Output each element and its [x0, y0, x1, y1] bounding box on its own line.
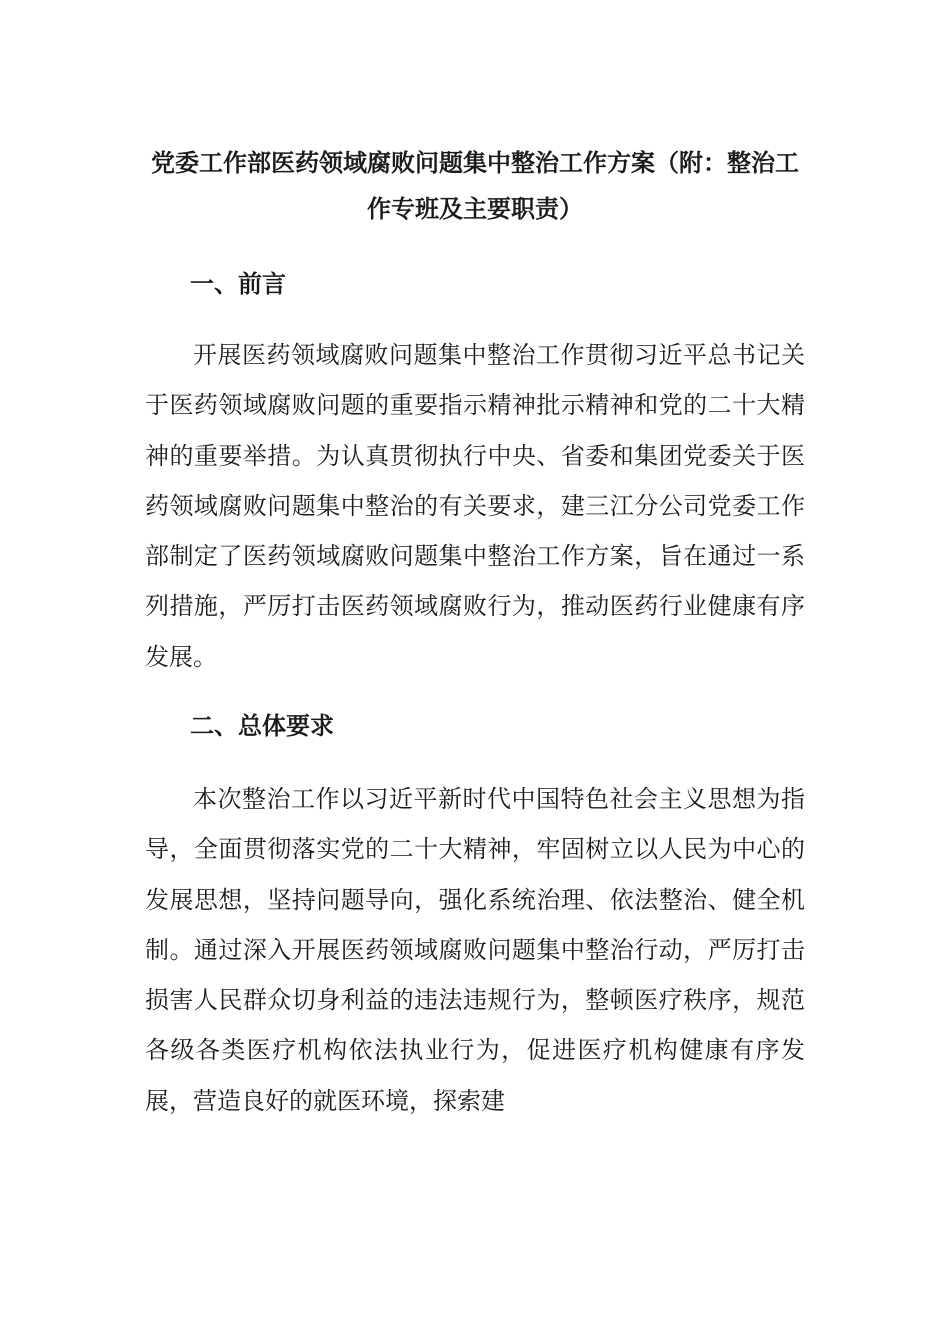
- section-heading-preface: 一、前言: [190, 270, 286, 298]
- section-paragraph-general-requirements: 本次整治工作以习近平新时代中国特色社会主义思想为指导，全面贯彻落实党的二十大精神，牢固树立以人民为中心的发展思想，坚持问题导向，强化系统治理、依法整治、健全机制。通过深入开展医药领域腐败问题集中整治行动，严厉打击损害人民群众切身利益的违法违规行为，整顿医疗秩序，规范各级各类医疗机构依法执业行为，促进医疗机构健康有序发展，营造良好的就医环境，探索建: [145, 785, 805, 1115]
- document-title: 党委工作部医药领域腐败问题集中整治工作方案（附：整治工作专班及主要职责）: [151, 149, 799, 223]
- section-paragraph-preface: 开展医药领域腐败问题集中整治工作贯彻习近平总书记关于医药领域腐败问题的重要指示精神批示精神和党的二十大精神的重要举措。为认真贯彻执行中央、省委和集团党委关于医药领域腐败问题集中整治的有关要求，建三江分公司党委工作部制定了医药领域腐败问题集中整治工作方案，旨在通过一系列措施，严厉打击医药领域腐败行为，推动医药行业健康有序发展。: [145, 341, 805, 671]
- section-heading-general-requirements: 二、总体要求: [190, 712, 334, 740]
